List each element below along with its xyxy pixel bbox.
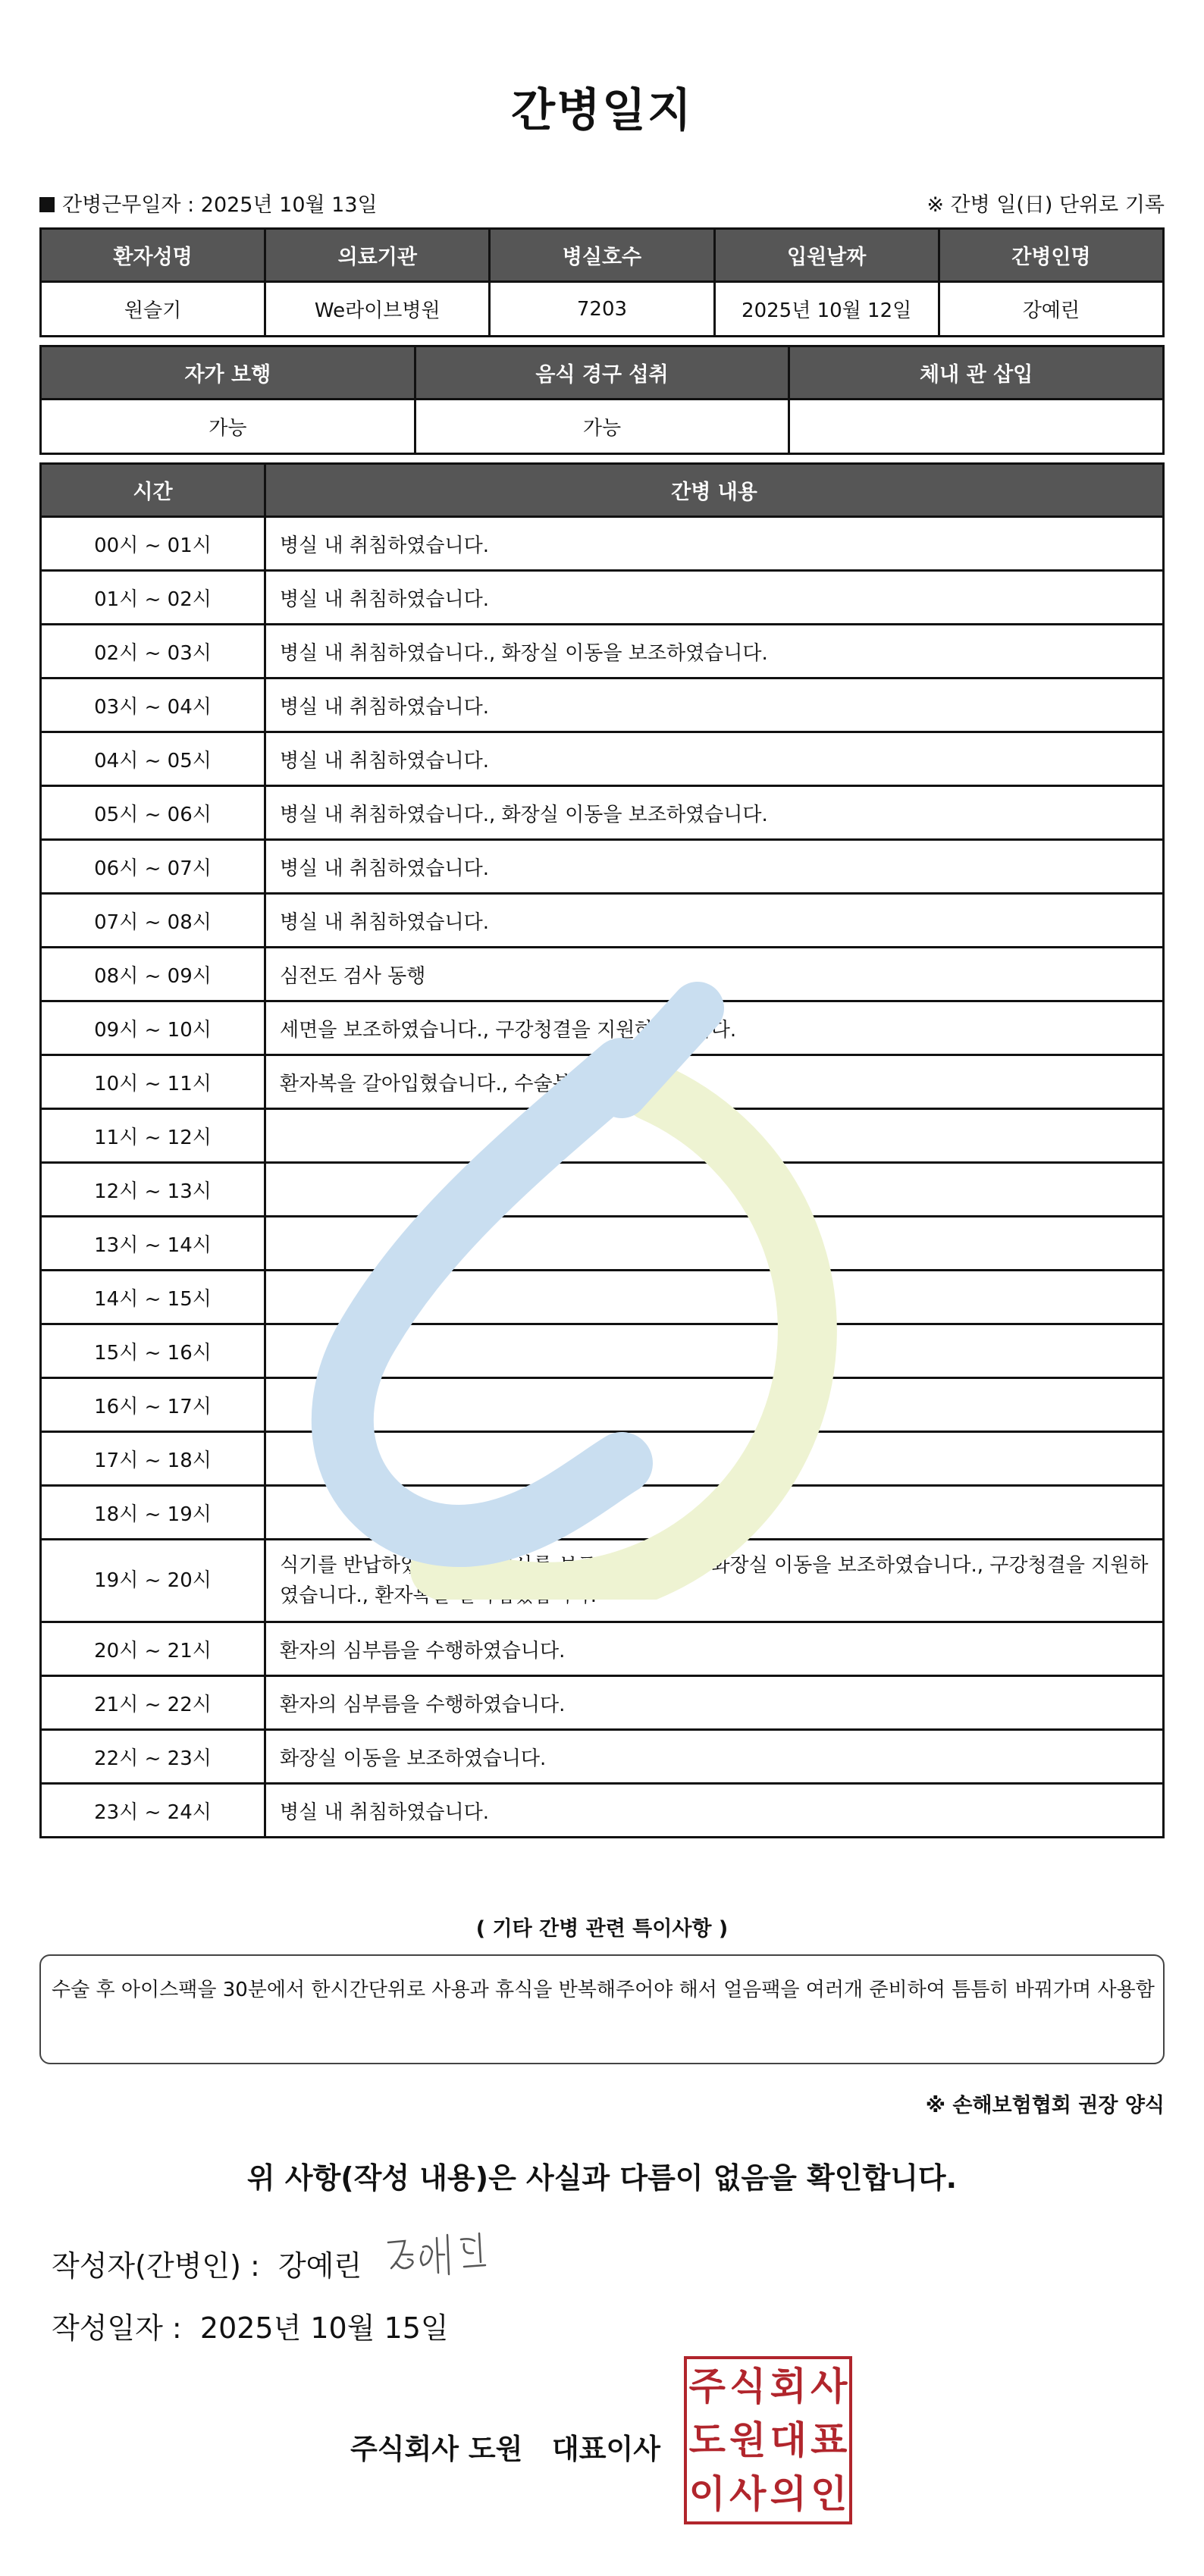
log-content: 병실 내 취침하였습니다. (265, 732, 1164, 786)
patient-info-table (39, 227, 1165, 337)
log-time: 09시 ~ 10시 (41, 1001, 265, 1055)
header-self-walking: 자가 보행 (41, 346, 415, 400)
seal-char: 인 (811, 2472, 848, 2517)
page-title: 간병일지 (511, 84, 693, 137)
hospital-name: We라이브병원 (265, 282, 490, 337)
seal-char: 의 (770, 2472, 807, 2517)
log-time: 08시 ~ 09시 (41, 948, 265, 1001)
patient-value-row (41, 282, 1164, 337)
written-date-value: 2025년 10월 15일 (199, 2311, 449, 2345)
log-time: 12시 ~ 13시 (41, 1163, 265, 1217)
status-header-row (41, 346, 1164, 400)
work-date (39, 188, 378, 218)
log-time: 21시 ~ 22시 (41, 1676, 265, 1730)
log-content: 병실 내 취침하였습니다. (265, 678, 1164, 732)
table-row (41, 1324, 1164, 1378)
log-time: 16시 ~ 17시 (41, 1378, 265, 1432)
header-patient-name: 환자성명 (41, 229, 265, 282)
company-name: 주식회사 도원 대표이사 (350, 2433, 660, 2465)
log-time: 01시 ~ 02시 (41, 571, 265, 625)
admission-date: 2025년 10월 12일 (714, 282, 939, 337)
table-row (41, 1432, 1164, 1486)
table-row (41, 1784, 1164, 1838)
header-admission-date: 입원날짜 (714, 229, 939, 282)
log-time: 11시 ~ 12시 (41, 1109, 265, 1163)
work-date-label: 간병근무일자 : (62, 193, 195, 217)
log-time: 18시 ~ 19시 (41, 1486, 265, 1540)
seal-char: 회 (770, 2364, 807, 2408)
log-content: 환자의 심부름을 수행하였습니다. (265, 1676, 1164, 1730)
log-time: 13시 ~ 14시 (41, 1217, 265, 1271)
log-content: 병실 내 취침하였습니다. (265, 1784, 1164, 1838)
log-time: 02시 ~ 03시 (41, 625, 265, 678)
table-row (41, 786, 1164, 840)
header-oral-intake: 음식 경구 섭취 (415, 346, 789, 400)
work-date-value: 2025년 10월 13일 (200, 193, 378, 217)
log-time: 04시 ~ 05시 (41, 732, 265, 786)
patient-status-table (39, 345, 1165, 455)
log-header-row (41, 464, 1164, 517)
table-row (41, 1676, 1164, 1730)
log-time: 19시 ~ 20시 (41, 1540, 265, 1622)
seal-char: 도 (688, 2418, 726, 2462)
log-content: 환자의 심부름을 수행하였습니다. (265, 1622, 1164, 1676)
log-time: 03시 ~ 04시 (41, 678, 265, 732)
writer-label: 작성자(간병인) : (52, 2249, 260, 2283)
log-content (265, 1109, 1164, 1163)
log-time: 22시 ~ 23시 (41, 1730, 265, 1784)
log-content: 병실 내 취침하였습니다. (265, 894, 1164, 948)
self-walking-value: 가능 (41, 400, 415, 454)
header-care-content: 간병 내용 (265, 464, 1164, 517)
seal-char: 식 (729, 2364, 767, 2408)
table-row (41, 571, 1164, 625)
square-bullet-icon (39, 197, 55, 212)
writer-name: 강예린 (277, 2249, 362, 2283)
handwritten-signature (379, 2221, 500, 2289)
table-row (41, 678, 1164, 732)
confirmation-statement: 위 사항(작성 내용)은 사실과 다름이 없음을 확인합니다. (246, 2161, 958, 2195)
seal-char: 이 (688, 2472, 726, 2517)
header-room: 병실호수 (490, 229, 714, 282)
status-value-row (41, 400, 1164, 454)
table-row (41, 1540, 1164, 1622)
log-time: 20시 ~ 21시 (41, 1622, 265, 1676)
table-row (41, 1001, 1164, 1055)
writer-line (52, 2242, 362, 2284)
log-content: 병실 내 취침하였습니다., 화장실 이동을 보조하였습니다. (265, 786, 1164, 840)
table-row (41, 517, 1164, 571)
log-content (265, 1163, 1164, 1217)
log-content: 세면을 보조하였습니다., 구강청결을 지원하였습니다. (265, 1001, 1164, 1055)
unit-note: ※ 간병 일(日) 단위로 기록 (927, 193, 1165, 217)
log-content (265, 1432, 1164, 1486)
seal-char: 사 (811, 2364, 848, 2408)
log-content: 심전도 검사 동행 (265, 948, 1164, 1001)
table-row (41, 948, 1164, 1001)
table-row (41, 1271, 1164, 1324)
log-time: 10시 ~ 11시 (41, 1055, 265, 1109)
table-row (41, 1730, 1164, 1784)
log-time: 05시 ~ 06시 (41, 786, 265, 840)
header-time: 시간 (41, 464, 265, 517)
patient-name: 원슬기 (41, 282, 265, 337)
table-row (41, 1163, 1164, 1217)
table-row (41, 1378, 1164, 1432)
patient-header-row (41, 229, 1164, 282)
seal-char: 표 (811, 2418, 848, 2462)
log-content: 병실 내 취침하였습니다. (265, 517, 1164, 571)
log-time: 07시 ~ 08시 (41, 894, 265, 948)
log-time: 14시 ~ 15시 (41, 1271, 265, 1324)
company-seal-stamp (684, 2356, 852, 2524)
written-date-label: 작성일자 : (52, 2311, 182, 2345)
log-content: 식기를 반납하였습니다., 식사를 보조하였습니다., 화장실 이동을 보조하였습니다., 구강청결을 지원하였습니다., 환자복을 갈아입혔습니다. (265, 1540, 1164, 1622)
log-time: 00시 ~ 01시 (41, 517, 265, 571)
table-row (41, 840, 1164, 894)
caregiver-name: 강예린 (939, 282, 1163, 337)
log-content: 환자복을 갈아입혔습니다., 수술복 환복 (265, 1055, 1164, 1109)
table-row (41, 1109, 1164, 1163)
header-hospital: 의료기관 (265, 229, 490, 282)
table-row (41, 1055, 1164, 1109)
header-caregiver: 간병인명 (939, 229, 1163, 282)
log-content: 병실 내 취침하였습니다. (265, 571, 1164, 625)
table-row (41, 894, 1164, 948)
log-content (265, 1378, 1164, 1432)
log-content (265, 1271, 1164, 1324)
table-row (41, 1486, 1164, 1540)
log-content: 병실 내 취침하였습니다. (265, 840, 1164, 894)
log-time: 23시 ~ 24시 (41, 1784, 265, 1838)
log-content: 화장실 이동을 보조하였습니다. (265, 1730, 1164, 1784)
room-number: 7203 (490, 282, 714, 337)
oral-intake-value: 가능 (415, 400, 789, 454)
log-content (265, 1324, 1164, 1378)
seal-char: 주 (688, 2364, 726, 2408)
log-content (265, 1217, 1164, 1271)
seal-char: 사 (729, 2472, 767, 2517)
log-content: 병실 내 취침하였습니다., 화장실 이동을 보조하였습니다. (265, 625, 1164, 678)
care-log-table (39, 462, 1165, 1838)
notes-box: 수술 후 아이스팩을 30분에서 한시간단위로 사용과 휴식을 반복해주어야 해서 얼음팩을 여러개 준비하여 틈틈히 바꿔가며 사용함 (39, 1954, 1165, 2064)
log-time: 06시 ~ 07시 (41, 840, 265, 894)
tube-insertion-value (789, 400, 1164, 454)
header-tube-insertion: 체내 관 삽입 (789, 346, 1164, 400)
log-content (265, 1486, 1164, 1540)
written-date-line (52, 2305, 449, 2346)
table-row (41, 1622, 1164, 1676)
form-note: ※ 손해보험협회 권장 양식 (925, 2094, 1165, 2117)
table-row (41, 1217, 1164, 1271)
seal-char: 대 (770, 2418, 807, 2462)
log-time: 17시 ~ 18시 (41, 1432, 265, 1486)
table-row (41, 625, 1164, 678)
log-time: 15시 ~ 16시 (41, 1324, 265, 1378)
notes-title: ( 기타 간병 관련 특이사항 ) (475, 1917, 729, 1941)
table-row (41, 732, 1164, 786)
seal-char: 원 (729, 2418, 767, 2462)
